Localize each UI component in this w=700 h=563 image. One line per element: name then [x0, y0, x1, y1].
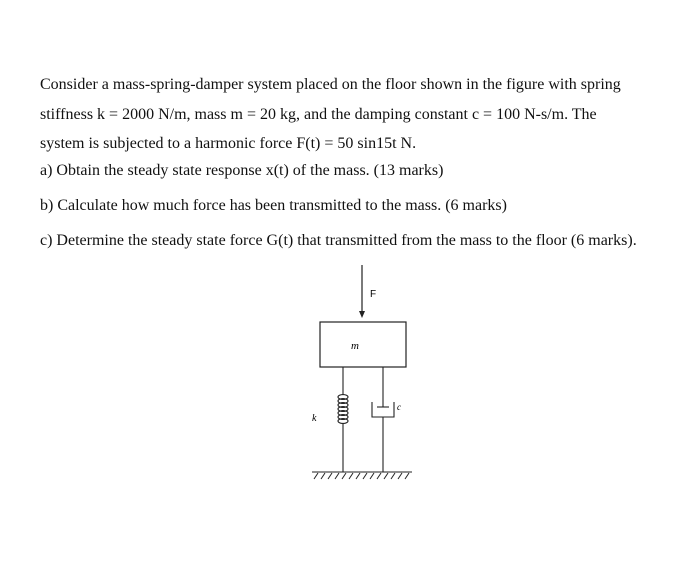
intro-line-2: stiffness k = 2000 N/m, mass m = 20 kg, and the damping constant c = 100 N-s/m. The — [40, 105, 597, 123]
question-a: a) Obtain the steady state response x(t) of the mass. (13 marks) — [40, 162, 444, 179]
force-arrow — [359, 265, 365, 318]
question-b: b) Calculate how much force has been transmitted to the mass. (6 marks) — [40, 197, 507, 214]
spring — [338, 367, 348, 472]
intro-line-1: Consider a mass-spring-damper system placed on the floor shown in the figure with spring — [40, 76, 621, 93]
intro-line-3: system is subjected to a harmonic force F(t) = 50 sin15t N. — [40, 135, 417, 152]
floor-ground — [312, 472, 412, 479]
mass-label: m — [351, 340, 359, 352]
spring-label: k — [312, 413, 317, 424]
damper — [372, 367, 394, 472]
mass-spring-damper-figure — [300, 255, 440, 495]
question-c: c) Determine the steady state force G(t) that transmitted from the mass to the floor (6 marks). — [40, 232, 637, 249]
force-label: F — [370, 289, 377, 300]
problem-statement — [40, 70, 690, 159]
mass-block — [320, 322, 406, 367]
damper-label: c — [397, 402, 401, 412]
